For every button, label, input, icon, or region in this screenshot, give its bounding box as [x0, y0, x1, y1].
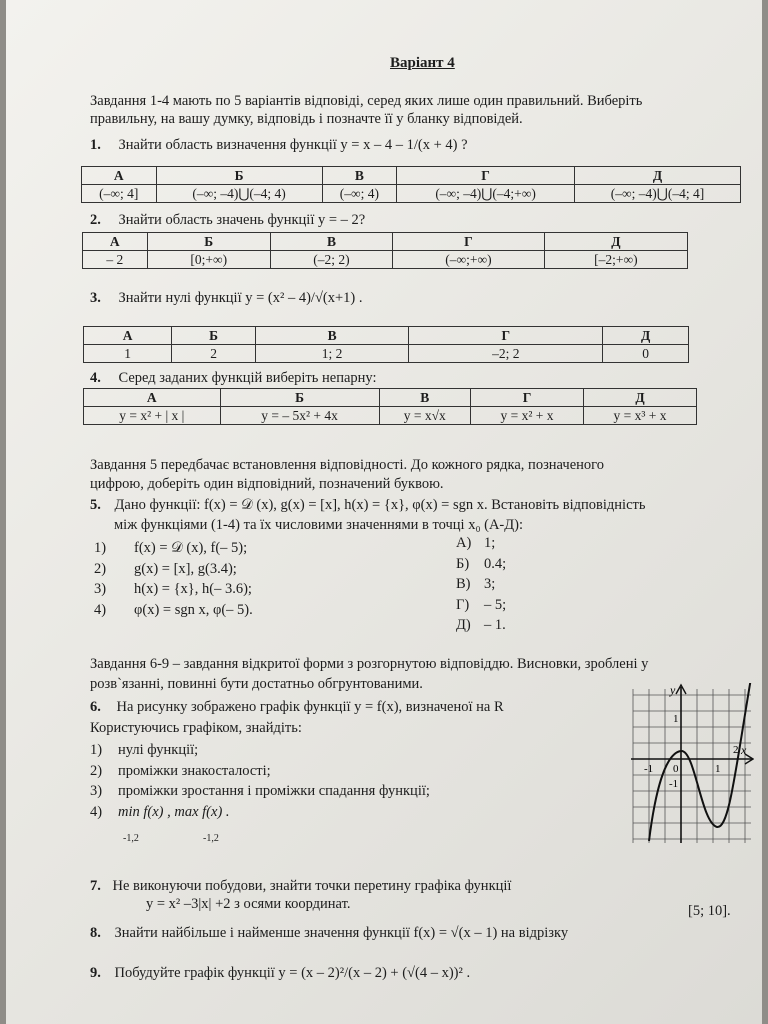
- header-b: Б: [220, 389, 379, 407]
- list-item: 4) φ(x) = sgn x, φ(– 5).: [94, 601, 253, 618]
- question-number: 5.: [90, 497, 101, 513]
- intro-6-9-line1: Завдання 6-9 – завдання відкритої форми з розгорнутою відповіддю. Висновки, зроблені у: [90, 656, 649, 672]
- question-7: [90, 877, 511, 895]
- answer-table-2: [82, 232, 688, 269]
- header-d: Д: [575, 167, 741, 185]
- question-text-1: Дано функції: f(x) = 𝒟 (x), g(x) = [x], h(x) = {x}, φ(x) = sgn x. Встановіть відповідність: [114, 497, 646, 513]
- question-number: 7.: [90, 878, 101, 894]
- list-item: 2) g(x) = [x], g(3.4);: [94, 560, 237, 577]
- answer-v: y = x√x: [379, 407, 471, 425]
- header-b: Б: [147, 233, 270, 251]
- question-4: [90, 369, 376, 387]
- question-text-1: Не виконуючи побудови, знайти точки перетину графіка функції: [112, 878, 512, 894]
- list-item: 1) f(x) = 𝒟 (x), f(– 5);: [94, 540, 248, 556]
- header-g: Г: [409, 327, 603, 345]
- answer-g: (–∞; –4)⋃(–4;+∞): [397, 185, 575, 203]
- header-b: Б: [172, 327, 255, 345]
- header-v: В: [270, 233, 392, 251]
- answer-v: 1; 2: [255, 345, 409, 363]
- y-axis-label: y: [670, 683, 676, 697]
- tick-label: -1: [644, 763, 654, 775]
- answer-table-1: [81, 166, 741, 203]
- header-a: А: [84, 389, 221, 407]
- min-subscript: -1,2: [123, 833, 139, 844]
- header-g: Г: [397, 167, 575, 185]
- header-g: Г: [471, 389, 584, 407]
- answer-d: 0: [603, 345, 689, 363]
- question-number: 1.: [90, 137, 101, 153]
- page-title: Варіант 4: [390, 55, 455, 71]
- intro-1-4-line2: правильну, на вашу думку, відповідь і позначте її у бланку відповідей.: [90, 111, 523, 127]
- intro-5-line1: Завдання 5 передбачає встановлення відповідності. До кожного рядка, позначеного: [90, 457, 604, 473]
- tick-label: 1: [673, 713, 679, 725]
- answer-g: –2; 2: [409, 345, 603, 363]
- question-number: 8.: [90, 925, 101, 941]
- header-d: Д: [603, 327, 689, 345]
- list-item: 3) h(x) = {x}, h(– 3.6);: [94, 581, 252, 597]
- answer-b: (–∞; –4)⋃(–4; 4): [156, 185, 322, 203]
- question-number: 4.: [90, 370, 101, 386]
- list-item: 2) проміжки знакосталості;: [90, 762, 271, 779]
- q5-left-list: [94, 538, 253, 620]
- intro-6-9-line2: розв`язанні, повинні бути достатньо обгрунтованими.: [90, 676, 423, 692]
- x-axis-label: x: [741, 743, 747, 757]
- list-item: А) 1;: [456, 535, 496, 551]
- question-number: 6.: [90, 699, 101, 715]
- q6-items: [90, 740, 430, 822]
- question-text: Серед заданих функцій виберіть непарну:: [118, 370, 377, 386]
- answer-b: 2: [172, 345, 255, 363]
- answer-table-4: [83, 388, 697, 425]
- header-v: В: [255, 327, 409, 345]
- answer-b: y = – 5x² + 4x: [220, 407, 379, 425]
- question-text: Знайти нулі функції y = (x² – 4)/√(x+1) .: [118, 290, 363, 306]
- list-item: 3) проміжки зростання і проміжки спадання функції;: [90, 783, 430, 799]
- list-item: Г) – 5;: [456, 596, 507, 613]
- answer-a: (–∞; 4]: [82, 185, 157, 203]
- header-a: А: [84, 327, 172, 345]
- answer-g: y = x² + x: [471, 407, 584, 425]
- question-6-text-2: Користуючись графіком, знайдіть:: [90, 720, 302, 736]
- list-item: Д) – 1.: [456, 617, 506, 633]
- exam-sheet: [6, 0, 762, 1024]
- list-item: 4) min f(x) , max f(x) .: [90, 803, 230, 820]
- question-text: Знайти область значень функції y = – 2?: [118, 212, 366, 228]
- header-v: В: [379, 389, 471, 407]
- answer-a: 1: [84, 345, 172, 363]
- intro-5-line2: цифрою, доберіть один відповідний, позначений буквою.: [90, 476, 444, 492]
- answer-v: (–2; 2): [270, 251, 392, 269]
- tick-label: -1: [669, 778, 679, 790]
- answer-a: – 2: [83, 251, 148, 269]
- header-g: Г: [393, 233, 545, 251]
- answer-v: (–∞; 4): [322, 185, 397, 203]
- header-a: А: [82, 167, 157, 185]
- question-text: Знайти область визначення функції y = x – 4 – 1/(x + 4) ?: [118, 137, 468, 153]
- question-8: [90, 924, 568, 942]
- answer-a: y = x² + | x |: [84, 407, 221, 425]
- header-d: Д: [584, 389, 697, 407]
- function-graph: [629, 683, 754, 848]
- question-text-1: На рисунку зображено графік функції y = f(x), визначеної на R: [116, 699, 504, 715]
- answer-d: [–2;+∞): [544, 251, 687, 269]
- question-6: [90, 698, 504, 716]
- question-number: 2.: [90, 212, 101, 228]
- question-7-text-2: y = x² –3|x| +2 з осями координат.: [146, 896, 351, 912]
- question-number: 9.: [90, 965, 101, 981]
- answer-d: (–∞; –4)⋃(–4; 4]: [575, 185, 741, 203]
- question-number: 3.: [90, 290, 101, 306]
- answer-table-3: [83, 326, 689, 363]
- answer-d: y = x³ + x: [584, 407, 697, 425]
- function-curve: [649, 683, 751, 841]
- tick-label: 2: [733, 744, 739, 756]
- answer-b: [0;+∞): [147, 251, 270, 269]
- list-item: Б) 0.4;: [456, 555, 507, 572]
- q5-right-list: [456, 533, 506, 636]
- tick-label: 1: [715, 763, 721, 775]
- question-1: [90, 136, 468, 154]
- q8-interval: [5; 10].: [688, 903, 731, 919]
- header-v: В: [322, 167, 397, 185]
- question-9: [90, 964, 470, 982]
- question-5: [90, 496, 645, 514]
- question-text: Побудуйте графік функції y = (x – 2)²/(x – 2) + (√(4 – x))² .: [114, 965, 471, 981]
- question-2: [90, 211, 365, 229]
- max-subscript: -1,2: [203, 833, 219, 844]
- header-d: Д: [544, 233, 687, 251]
- question-3: [90, 289, 363, 307]
- header-a: А: [83, 233, 148, 251]
- header-b: Б: [156, 167, 322, 185]
- question-text: Знайти найбільше і найменше значення функції f(x) = √(x – 1) на відрізку: [114, 925, 569, 941]
- tick-label: 0: [673, 763, 679, 775]
- intro-1-4-line1: Завдання 1-4 мають по 5 варіантів відповіді, серед яких лише один правильний. Виберіть: [90, 93, 643, 109]
- answer-g: (–∞;+∞): [393, 251, 545, 269]
- question-5-text-2: між функціями (1-4) та їх числовими значеннями в точці x₀ (А-Д):: [114, 517, 524, 533]
- list-item: В) 3;: [456, 576, 496, 592]
- list-item: 1) нулі функції;: [90, 742, 199, 758]
